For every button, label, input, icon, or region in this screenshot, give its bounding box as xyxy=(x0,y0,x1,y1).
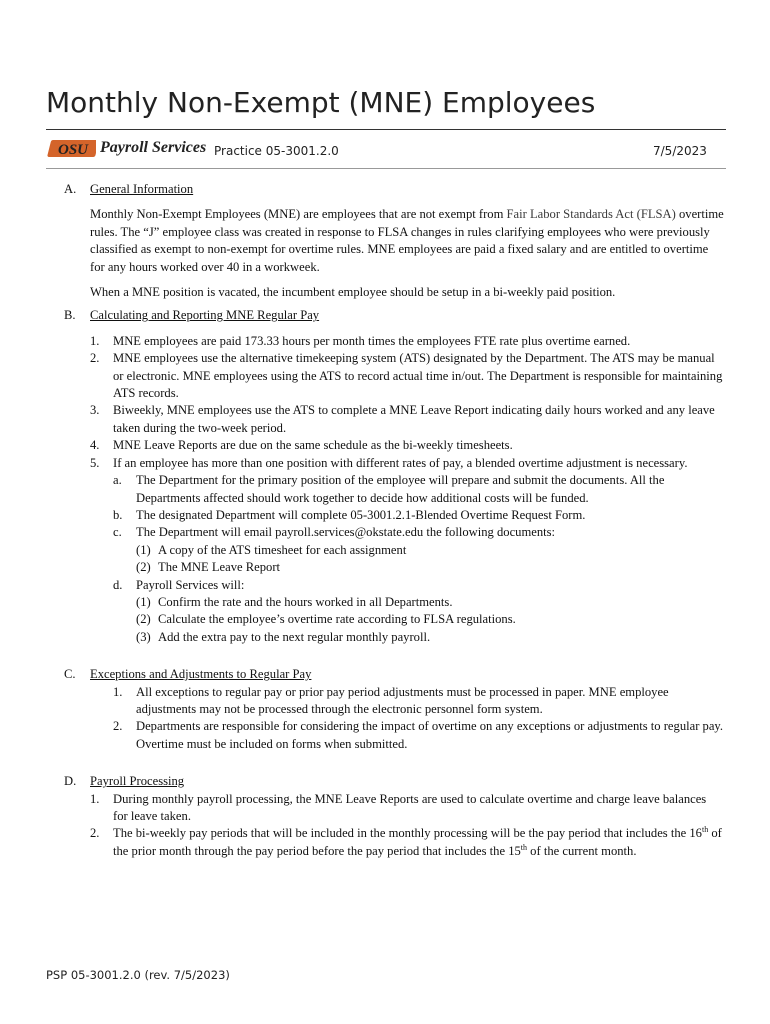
sub-list xyxy=(113,472,724,646)
numbered-list xyxy=(90,791,724,861)
list-text: Payroll Services will: xyxy=(136,577,245,592)
list-number: 1. xyxy=(113,684,123,699)
svg-text:OSU: OSU xyxy=(57,142,89,158)
list-text-part: of the prior month through the pay period before the pay period that includes the 15 xyxy=(113,826,722,858)
page-title: Monthly Non-Exempt (MNE) Employees xyxy=(46,86,596,119)
list-text: MNE employees use the alternative timekeeping system (ATS) designated by the Department. The ATS may be manual or electronic. MNE employees using the ATS to record actual time in/out. The Department is responsible for maintaining ATS records. xyxy=(113,351,723,401)
nested-list-item xyxy=(136,559,724,576)
section-letter: A. xyxy=(64,182,77,196)
nested-list-item xyxy=(136,629,724,646)
flsa-link[interactable]: Fair Labor Standards Act xyxy=(506,207,634,222)
list-text: A copy of the ATS timesheet for each assignment xyxy=(158,542,407,557)
list-number: (3) xyxy=(136,629,151,644)
practice-number: Practice 05-3001.2.0 xyxy=(214,144,339,158)
section-letter: B. xyxy=(64,308,76,323)
list-text: Calculate the employee’s overtime rate according to FLSA regulations. xyxy=(158,612,516,627)
paragraph xyxy=(90,206,724,276)
list-letter: b. xyxy=(113,507,123,522)
list-item xyxy=(113,718,724,753)
list-number: 1. xyxy=(90,791,100,806)
section-a xyxy=(64,181,724,301)
list-text: Add the extra pay to the next regular monthly payroll. xyxy=(158,629,431,644)
list-item xyxy=(90,825,724,860)
list-item xyxy=(90,455,724,472)
list-item xyxy=(90,437,724,454)
list-text: During monthly payroll processing, the MNE Leave Reports are used to calculate overtime and charge leave balances for leave taken. xyxy=(113,791,707,823)
list-number: 2. xyxy=(90,351,100,366)
document-body xyxy=(64,181,724,866)
list-item xyxy=(90,333,724,350)
list-text: MNE Leave Reports are due on the same schedule as the bi-weekly timesheets. xyxy=(113,438,513,453)
sub-list-item xyxy=(113,472,724,507)
list-number: (2) xyxy=(136,612,151,627)
list-text: The Department will email payroll.services@okstate.edu the following documents: xyxy=(136,525,556,540)
list-number: 2. xyxy=(90,826,100,841)
list-text: Confirm the rate and the hours worked in all Departments. xyxy=(158,594,453,609)
superscript: th xyxy=(701,825,709,835)
section-letter: C. xyxy=(64,667,76,682)
footer-revision: PSP 05-3001.2.0 (rev. 7/5/2023) xyxy=(46,968,230,982)
paragraph: When a MNE position is vacated, the incumbent employee should be setup in a bi-weekly paid position. xyxy=(90,285,616,300)
section-heading: Calculating and Reporting MNE Regular Pay xyxy=(90,308,320,323)
section-d xyxy=(64,773,724,860)
section-c xyxy=(64,666,724,753)
list-number: 5. xyxy=(90,455,100,470)
section-heading: Exceptions and Adjustments to Regular Pay xyxy=(90,667,312,682)
nested-list-item xyxy=(136,542,724,559)
document-date: 7/5/2023 xyxy=(653,144,707,158)
list-text: If an employee has more than one position with different rates of pay, a blended overtime adjustment is necessary. xyxy=(113,455,688,470)
numbered-list xyxy=(113,684,724,754)
list-number: 2. xyxy=(113,719,123,734)
brand-name: Payroll Services xyxy=(100,139,207,156)
list-text-part: The bi-weekly pay periods that will be included in the monthly processing will be the pay period that includes the 16 xyxy=(113,826,702,841)
sub-list-item xyxy=(113,507,724,524)
list-letter: c. xyxy=(113,525,122,540)
nested-list xyxy=(136,542,724,577)
section-heading: Payroll Processing xyxy=(90,774,185,789)
paragraph-text: overtime rules. The “J” employee class was created in response to FLSA changes in rules clarifying employees who were previously classified as exempt to non-exempt for overtime rules. MNE employees are paid a fixed salary and are entitled to overtime for any hours worked over 40 in a workweek. xyxy=(90,207,724,274)
flsa-abbr-link[interactable]: (FLSA) xyxy=(636,207,676,222)
sub-list-item xyxy=(113,577,724,594)
osu-logo xyxy=(46,137,96,161)
list-item xyxy=(90,791,724,826)
list-number: 4. xyxy=(90,438,100,453)
list-text: MNE employees are paid 173.33 hours per month times the employees FTE rate plus overtime earned. xyxy=(113,333,631,348)
nested-list xyxy=(136,594,724,646)
superscript: th xyxy=(520,842,528,852)
list-text: Departments are responsible for considering the impact of overtime on any exceptions or adjustments to regular pay. Overtime must be included on forms when submitted. xyxy=(136,719,724,751)
list-text: The designated Department will complete 05-3001.2.1-Blended Overtime Request Form. xyxy=(136,507,586,522)
header-rule-top xyxy=(46,129,726,130)
list-number: 3. xyxy=(90,403,100,418)
nested-list-item xyxy=(136,611,724,628)
list-number: (1) xyxy=(136,594,151,609)
section-letter: D. xyxy=(64,774,77,789)
list-text-part: of the current month. xyxy=(527,843,637,858)
section-heading: General Information xyxy=(90,182,194,196)
list-item xyxy=(113,684,724,719)
numbered-list xyxy=(90,333,724,646)
paragraph-text: Monthly Non-Exempt Employees (MNE) are employees that are not exempt from xyxy=(90,207,507,222)
nested-list-item xyxy=(136,594,724,611)
list-number: (2) xyxy=(136,560,151,575)
list-letter: d. xyxy=(113,577,123,592)
sub-list-item xyxy=(113,524,724,541)
list-text: All exceptions to regular pay or prior pay period adjustments must be processed in paper. MNE employee adjustments may not be processed through the electronic personnel form system. xyxy=(136,684,669,716)
header-rule-bottom xyxy=(46,168,726,169)
list-text: Biweekly, MNE employees use the ATS to complete a MNE Leave Report indicating daily hours worked and any leave taken during the two-week period. xyxy=(113,403,715,435)
section-b xyxy=(64,307,724,646)
list-item xyxy=(90,350,724,402)
list-item xyxy=(90,402,724,437)
list-text: The MNE Leave Report xyxy=(158,560,281,575)
list-number: 1. xyxy=(90,333,100,348)
list-number: (1) xyxy=(136,542,151,557)
list-text: The Department for the primary position of the employee will prepare and submit the documents. All the Departments affected should work together to decide how additional costs will be funded. xyxy=(136,473,665,505)
list-text xyxy=(113,825,724,860)
list-letter: a. xyxy=(113,473,122,488)
